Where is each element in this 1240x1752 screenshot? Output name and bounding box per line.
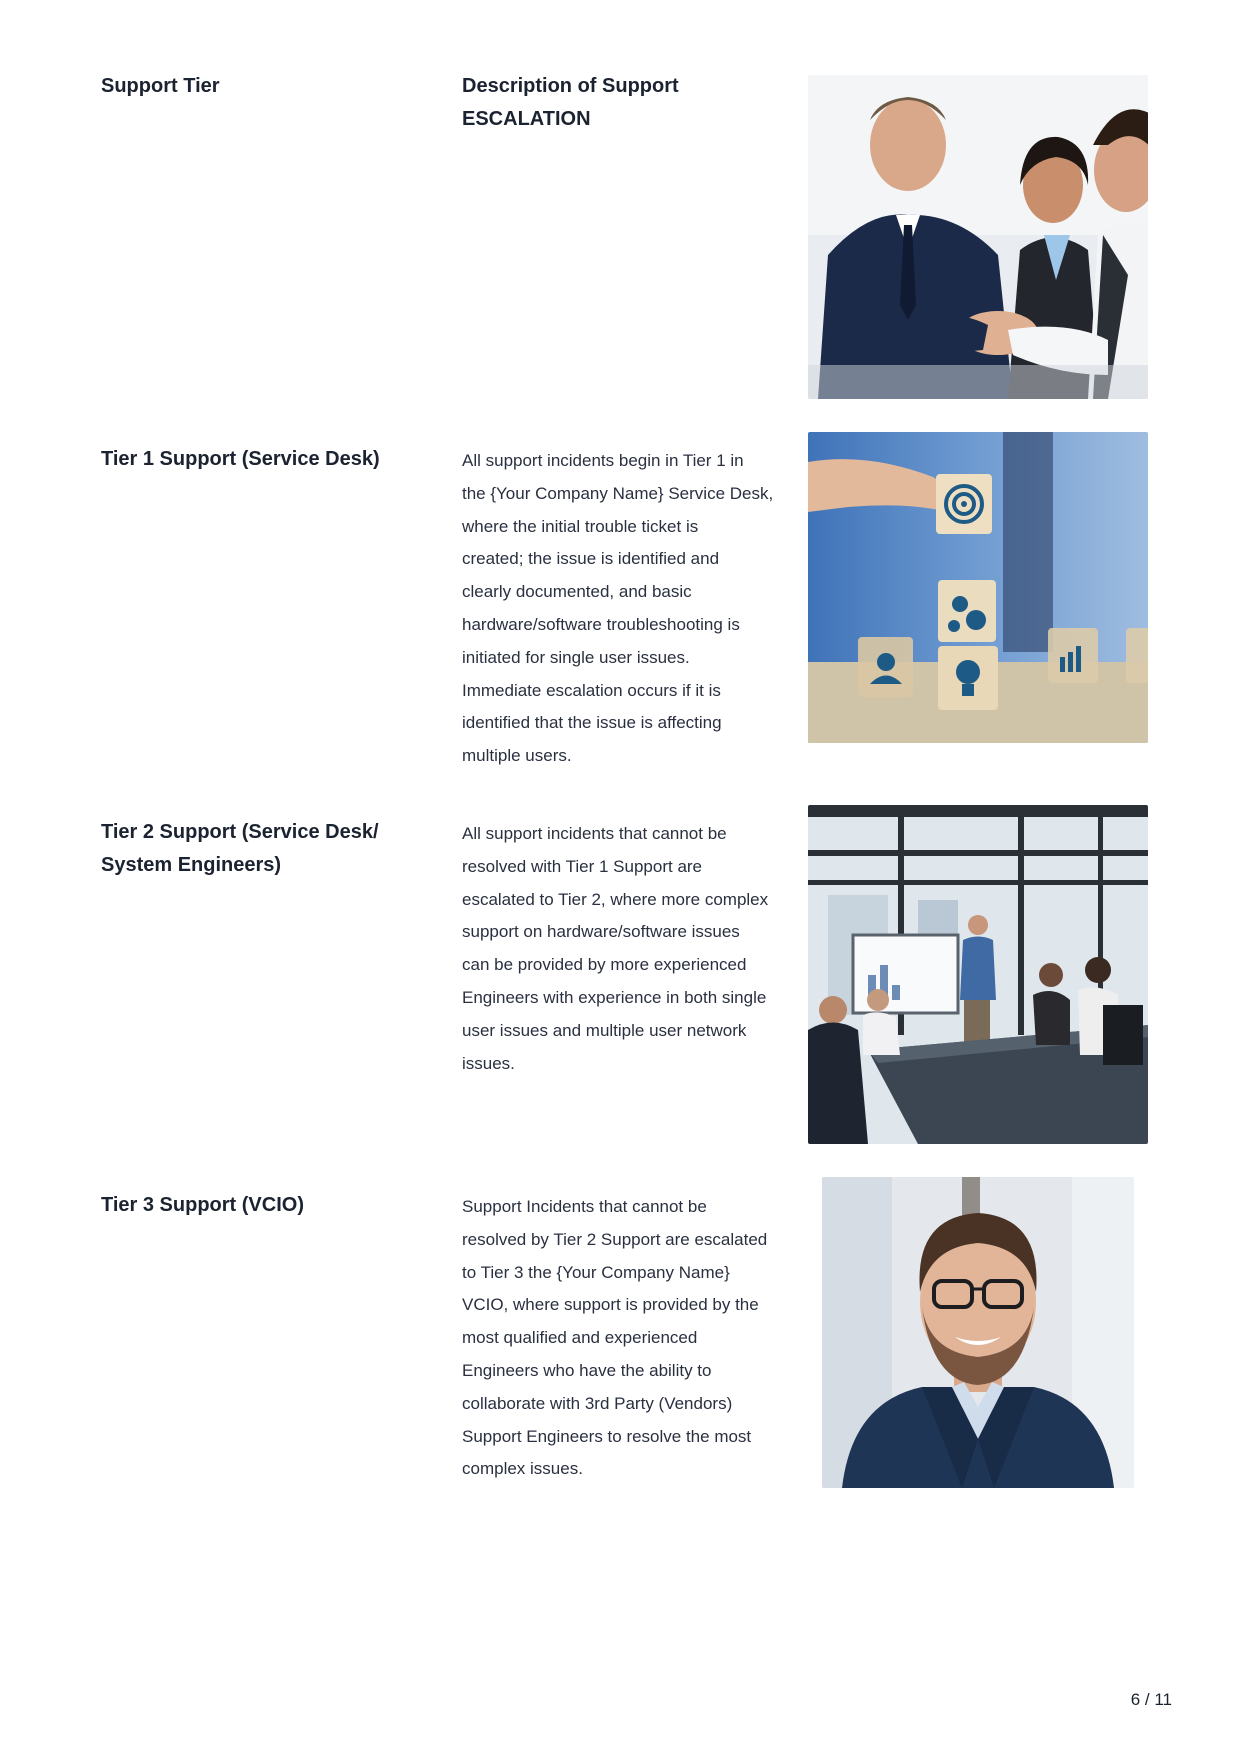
column-header-description <box>462 70 792 136</box>
tier-2-label-line-2: System Engineers) <box>101 854 282 876</box>
tier-2-description <box>462 818 792 1080</box>
description-line: can be provided by more experienced <box>462 955 747 975</box>
portrait-photo <box>822 1177 1134 1488</box>
page-number: 6 / 11 <box>1130 1690 1172 1709</box>
tier-2-label-line-1: Tier 2 Support (Service Desk/ <box>101 821 379 843</box>
tier-1-label <box>101 443 401 476</box>
tier-1-description <box>462 445 792 773</box>
description-line: issues. <box>462 1053 515 1073</box>
tier-3-description <box>462 1191 792 1486</box>
description-line: resolved by Tier 2 Support are escalated <box>462 1229 768 1249</box>
description-line: multiple users. <box>462 746 572 766</box>
meeting-room-photo <box>808 805 1148 1144</box>
description-line: escalated to Tier 2, where more complex <box>462 889 769 909</box>
tier-3-label-line: Tier 3 Support (VCIO) <box>101 1194 304 1216</box>
column-header-description-line-2: ESCALATION <box>462 108 591 130</box>
description-line: Support Incidents that cannot be <box>462 1197 707 1216</box>
description-line: identified that the issue is affecting <box>462 713 722 733</box>
wooden-blocks-photo <box>808 432 1148 743</box>
description-line: All support incidents begin in Tier 1 in <box>462 451 744 470</box>
description-line: complex issues. <box>462 1459 583 1479</box>
description-line: the {Your Company Name} Service Desk, <box>462 483 774 503</box>
description-line: Immediate escalation occurs if it is <box>462 680 721 700</box>
description-line: where the initial trouble ticket is <box>462 516 699 536</box>
column-header-support-tier: Support Tier <box>101 75 220 97</box>
description-line: most qualified and experienced <box>462 1328 698 1348</box>
description-line: Engineers with experience in both single <box>462 987 767 1007</box>
description-line: clearly documented, and basic <box>462 582 692 602</box>
description-line: resolved with Tier 1 Support are <box>462 856 703 876</box>
description-line: created; the issue is identified and <box>462 549 720 569</box>
tier-1-label-line: Tier 1 Support (Service Desk) <box>101 448 380 470</box>
description-line: Support Engineers to resolve the most <box>462 1426 752 1446</box>
description-line: to Tier 3 the {Your Company Name} <box>462 1262 730 1282</box>
tier-2-label <box>101 816 401 882</box>
description-line: VCIO, where support is provided by the <box>462 1295 759 1315</box>
column-header-description-line-1: Description of Support <box>462 75 679 97</box>
tier-3-label <box>101 1189 401 1222</box>
description-line: user issues and multiple user network <box>462 1020 747 1040</box>
description-line: All support incidents that cannot be <box>462 824 727 843</box>
description-line: collaborate with 3rd Party (Vendors) <box>462 1393 733 1413</box>
handshake-photo <box>808 75 1148 399</box>
description-line: Engineers who have the ability to <box>462 1360 712 1380</box>
description-line: initiated for single user issues. <box>462 647 690 667</box>
description-line: hardware/software troubleshooting is <box>462 614 740 634</box>
description-line: support on hardware/software issues <box>462 922 740 942</box>
